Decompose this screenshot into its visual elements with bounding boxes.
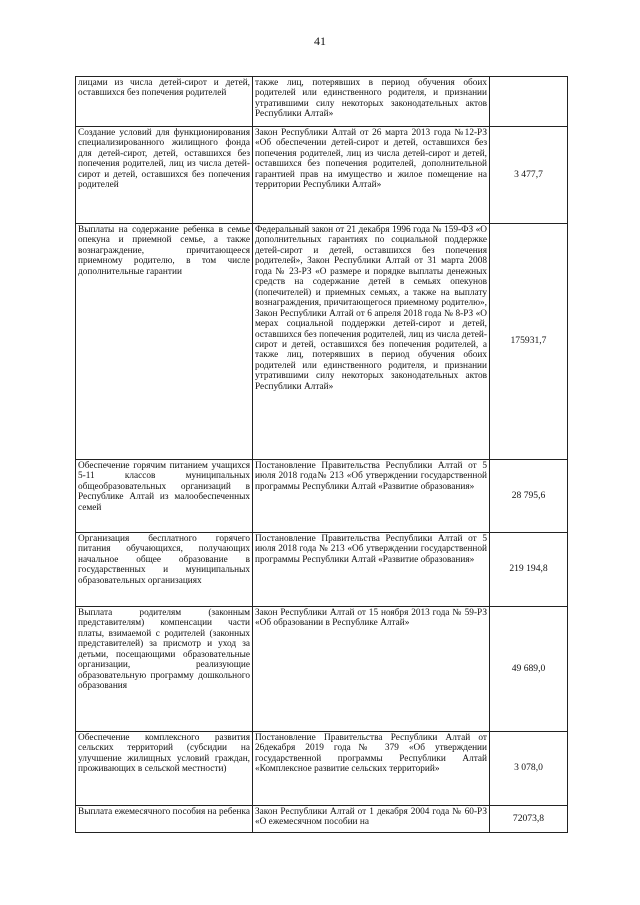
row-amount-cell: 72073,8 bbox=[490, 806, 568, 833]
row-amount-cell: 49 689,0 bbox=[490, 607, 568, 732]
table-row bbox=[76, 127, 568, 224]
table-row bbox=[76, 732, 568, 806]
row-basis-cell: Постановление Правительства Республики Алтай от 5 июля 2018 года№ 213 «Об утверждении государственной программы Республики Алтай «Развитие образования» bbox=[253, 460, 490, 533]
table-row bbox=[76, 460, 568, 533]
row-name-cell: Обеспечение горячим питанием учащихся 5-11 классов муниципальных общеобразовательных организаций в Республике Алтай из малообеспеченных семей bbox=[76, 460, 253, 533]
table-row bbox=[76, 224, 568, 460]
row-basis-cell: Постановление Правительства Республики Алтай от 26декабря 2019 года№ 379 «Об утверждении государственной программы Республики Алтай «Комплексное развитие сельских территорий» bbox=[253, 732, 490, 806]
row-name-cell: Обеспечение комплексного развития сельских территорий (субсидии на улучшение жилищных условий граждан, проживающих в сельской местности) bbox=[76, 732, 253, 806]
row-name-cell: Выплаты на содержание ребенка в семье опекуна и приемной семье, а также вознаграждение, причитающееся приемному родителю, в том числе дополнительные гарантии bbox=[76, 224, 253, 460]
row-name-cell: Выплата ежемесячного пособия на ребенка bbox=[76, 806, 253, 833]
row-basis-cell: Федеральный закон от 21 декабря 1996 года № 159-ФЗ «О дополнительных гарантиях по социальной поддержке детей-сирот и детей, оставшихся без попечения родителей», Закон Республики Алтай от 31 марта 2008 года № 23-РЗ «О размере и порядке выплаты денежных средств на содержание детей в семьях опекунов (попечителей) и приемных семьях, а также на выплату вознаграждения, причитающегося приемному родителю», Закон Республики Алтай от 6 апреля 2018 года № 8-РЗ «О мерах социальной поддержки детей-сирот и детей, оставшихся без попечения родителей, лиц из числа детей-сирот и детей, оставшихся без попечения родителей, а также лиц, потерявших в период обучения обоих родителей или единственного родителя, и признании утратившими силу некоторых законодательных актов Республики Алтай» bbox=[253, 224, 490, 460]
row-amount-cell: 3 477,7 bbox=[490, 127, 568, 224]
row-basis-cell: также лиц, потерявших в период обучения обоих родителей или единственного родителя, и признании утратившими силу некоторых законодательных актов Республики Алтай» bbox=[253, 77, 490, 127]
row-basis-cell: Закон Республики Алтай от 15 ноября 2013 года № 59-РЗ «Об образовании в Республике Алтай» bbox=[253, 607, 490, 732]
row-name-cell: лицами из числа детей-сирот и детей, оставшихся без попечения родителей bbox=[76, 77, 253, 127]
row-name-cell: Выплата родителям (законным представителям) компенсации части платы, взимаемой с родителей (законных представителей) за присмотр и уход за детьми, посещающими образовательные организации, реализующие образовательную программу дошкольного образования bbox=[76, 607, 253, 732]
page-number: 41 bbox=[314, 34, 326, 48]
table-row bbox=[76, 77, 568, 127]
row-name-cell: Создание условий для функционирования специализированного жилищного фонда для детей-сирот, детей, оставшихся без попечения родителей, лиц из числа детей-сирот и детей, оставшихся без попечения родителей bbox=[76, 127, 253, 224]
table-row bbox=[76, 533, 568, 607]
table-row bbox=[76, 607, 568, 732]
row-amount-cell bbox=[490, 77, 568, 127]
row-basis-cell: Закон Республики Алтай от 26 марта 2013 года №12-РЗ «Об обеспечении детей-сирот и детей, оставшихся без попечения родителей, лиц из числа детей-сирот и детей, оставшихся без попечения родителей, дополнительной гарантией прав на имущество и жилое помещение на территории Республики Алтай» bbox=[253, 127, 490, 224]
row-basis-cell: Закон Республики Алтай от 1 декабря 2004 года № 60-РЗ «О ежемесячном пособии на bbox=[253, 806, 490, 833]
row-amount-cell: 3 078,0 bbox=[490, 732, 568, 806]
row-amount-cell: 28 795,6 bbox=[490, 460, 568, 533]
row-amount-cell: 175931,7 bbox=[490, 224, 568, 460]
row-basis-cell: Постановление Правительства Республики Алтай от 5 июля 2018 года № 213 «Об утверждении государственной программы Республики Алтай «Развитие образования» bbox=[253, 533, 490, 607]
budget-table bbox=[75, 76, 568, 833]
row-name-cell: Организация бесплатного горячего питания обучающихся, получающих начальное общее образование в государственных и муниципальных образовательных организациях bbox=[76, 533, 253, 607]
table-row bbox=[76, 806, 568, 833]
row-amount-cell: 219 194,8 bbox=[490, 533, 568, 607]
